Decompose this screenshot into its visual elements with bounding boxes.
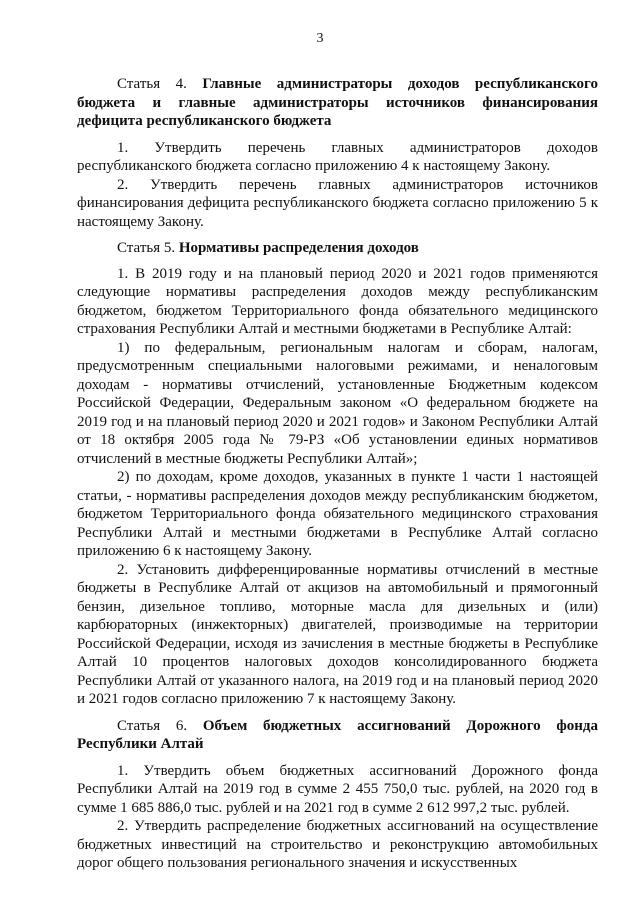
article-5-item-1: 1) по федеральным, региональным налогам и сборам, налогам, предусмотренным специальными налоговыми режимами, и неналоговым доходам - нормативы отчислений, установленные Бюджетным кодексом Российской Федерации, Федеральным законом «О федеральном бюджете на 2019 год и на плановый период 2020 и 2021 годов» и Законом Республики Алтай от 18 октября 2005 года № 79-РЗ «Об установлении единых нормативов отчислений в местные бюджеты Республики Алтай»; [77,339,598,467]
article-4-title: Главные администраторы доходов республиканского бюджета и главные администраторы источников финансирования дефицита республиканского бюджета [77,76,598,129]
article-5-paragraph-1: 1. В 2019 году и на плановый период 2020 и 2021 годов применяются следующие нормативы распределения доходов между республиканским бюджетом, бюджетом Территориального фонда обязательного медицинского страхования Республики Алтай и местными бюджетами в Республике Алтай: [77,265,598,337]
article-4-label: Статья 4. [117,76,187,92]
article-6-heading [77,717,598,754]
article-5-paragraph-2: 2. Установить дифференцированные нормативы отчислений в местные бюджеты в Республике Алтай от акцизов на автомобильный и прямогонный бензин, дизельное топливо, моторные масла для дизельных и (или) карбюраторных (инжекторных) двигателей, производимые на территории Российской Федерации, исходя из зачисления в местные бюджеты в Республике Алтай 10 процентов налоговых доходов консолидированного бюджета Республики Алтай от указанного налога, на 2019 год и на плановый период 2020 и 2021 годов согласно приложению 7 к настоящему Закону. [77,561,598,707]
article-4-paragraph-1: 1. Утвердить перечень главных администраторов доходов республиканского бюджета согласно приложению 4 к настоящему Закону. [77,139,598,174]
page-number: 3 [316,31,324,46]
article-6-paragraph-1: 1. Утвердить объем бюджетных ассигнований Дорожного фонда Республики Алтай на 2019 год в сумме 2 455 750,0 тыс. рублей, на 2020 год в сумме 1 685 886,0 тыс. рублей и на 2021 год в сумме 2 612 997,2 тыс. рублей. [77,762,598,816]
article-6-paragraph-2: 2. Утвердить распределение бюджетных ассигнований на осуществление бюджетных инвестиций на строительство и реконструкцию автомобильных дорог общего пользования регионального значения и искусственных [77,818,598,871]
article-4-heading [77,75,598,131]
article-6-label: Статья 6. [117,717,188,734]
article-5-heading [77,239,598,258]
article-6-title: Объем бюджетных ассигнований Дорожного фонда Республики Алтай [77,717,598,752]
article-5-label: Статья 5. [117,240,176,256]
article-5-title: Нормативы распределения доходов [178,240,419,256]
article-4-paragraph-2: 2. Утвердить перечень главных администраторов источников финансирования дефицита республиканского бюджета согласно приложению 5 к настоящему Закону. [77,176,598,230]
document-body [77,75,598,873]
article-5-item-2: 2) по доходам, кроме доходов, указанных в пункте 1 части 1 настоящей статьи, - нормативы распределения доходов между республиканским бюджетом, бюджетом Территориального фонда обязательного медицинского страхования Республики Алтай и местными бюджетами в Республике Алтай согласно приложению 6 к настоящему Закону. [77,469,598,559]
